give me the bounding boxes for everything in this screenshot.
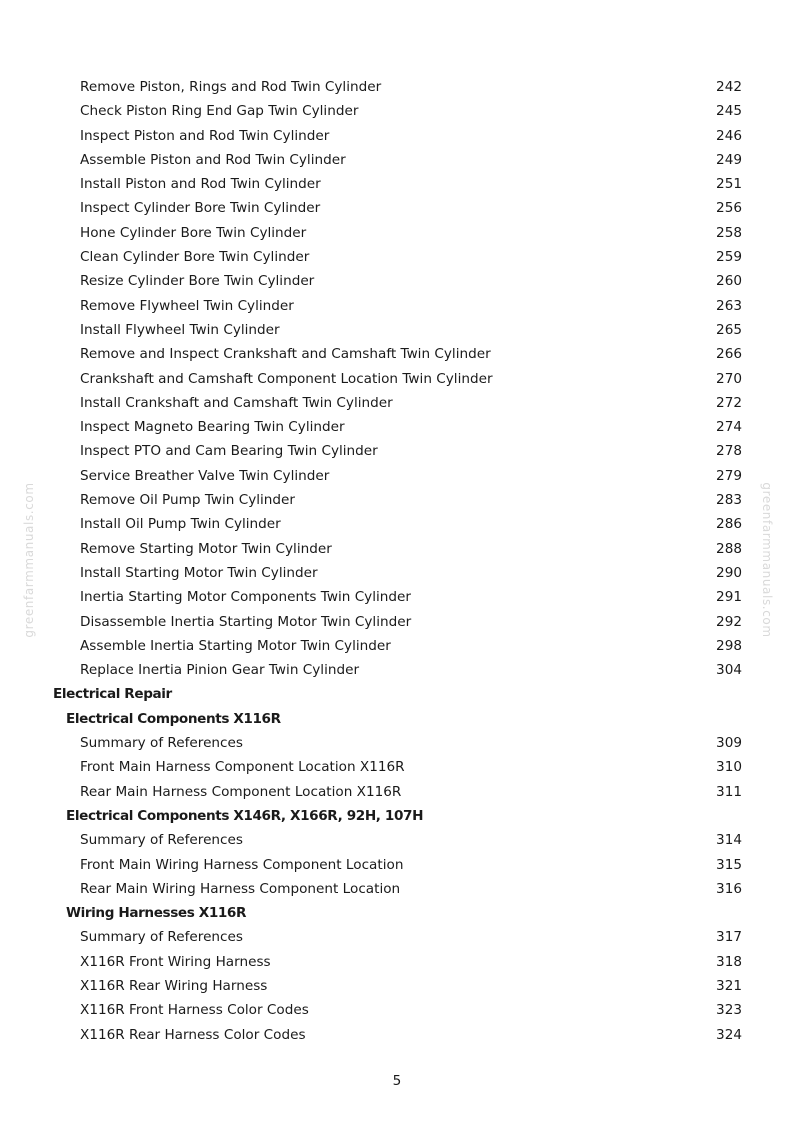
toc-entry-title: Remove Piston, Rings and Rod Twin Cylinder xyxy=(80,79,382,95)
toc-entry-title: Assemble Piston and Rod Twin Cylinder xyxy=(80,151,346,168)
toc-entry-page: 311 xyxy=(716,783,742,800)
toc-entry-title: X116R Front Wiring Harness xyxy=(80,953,271,970)
toc-entry-page: 270 xyxy=(716,370,742,387)
toc-subsection-heading[interactable] xyxy=(0,707,794,731)
toc-entry-page: 256 xyxy=(716,200,742,217)
toc-entry[interactable] xyxy=(0,196,794,220)
toc-entry-title: Remove and Inspect Crankshaft and Camshaft Twin Cylinder xyxy=(80,346,491,363)
watermark-right: greenfarmmanuals.com xyxy=(760,482,774,638)
table-of-contents xyxy=(0,75,794,1047)
page-number: 5 xyxy=(392,1073,402,1089)
toc-entry-title: Inspect Piston and Rod Twin Cylinder xyxy=(80,127,330,144)
toc-entry-page: 309 xyxy=(716,735,742,752)
toc-entry-page: 316 xyxy=(716,880,742,897)
toc-entry-title: Inspect Cylinder Bore Twin Cylinder xyxy=(80,200,321,217)
toc-entry-title: Rear Main Harness Component Location X116R xyxy=(80,783,402,800)
toc-entry-page: 249 xyxy=(716,151,742,168)
toc-entry-title: Replace Inertia Pinion Gear Twin Cylinder xyxy=(80,662,360,679)
toc-entry-title: Front Main Harness Component Location X116R xyxy=(80,759,405,776)
toc-entry-title: Install Starting Motor Twin Cylinder xyxy=(80,564,318,581)
toc-entry-page: 279 xyxy=(716,467,742,484)
toc-entry[interactable] xyxy=(0,318,794,342)
toc-entry[interactable] xyxy=(0,75,794,99)
toc-entry-title: Rear Main Wiring Harness Component Location xyxy=(80,880,401,897)
toc-entry-page: 298 xyxy=(716,637,742,654)
toc-entry[interactable] xyxy=(0,974,794,998)
toc-entry-page: 283 xyxy=(716,492,742,509)
toc-entry-title: X116R Rear Wiring Harness xyxy=(80,977,268,994)
toc-entry-title: Crankshaft and Camshaft Component Location Twin Cylinder xyxy=(80,370,493,387)
toc-entry-title: Summary of References xyxy=(80,735,243,752)
toc-entry-title: Install Flywheel Twin Cylinder xyxy=(80,321,280,338)
toc-entry[interactable] xyxy=(0,537,794,561)
toc-entry-title: Install Crankshaft and Camshaft Twin Cylinder xyxy=(80,394,393,411)
toc-entry[interactable] xyxy=(0,853,794,877)
toc-entry[interactable] xyxy=(0,124,794,148)
toc-entry[interactable] xyxy=(0,731,794,755)
toc-entry[interactable] xyxy=(0,391,794,415)
toc-entry[interactable] xyxy=(0,634,794,658)
toc-entry-page: 260 xyxy=(716,273,742,290)
toc-subsection-heading[interactable] xyxy=(0,901,794,925)
toc-entry[interactable] xyxy=(0,439,794,463)
toc-entry[interactable] xyxy=(0,148,794,172)
toc-entry-title: Wiring Harnesses X116R xyxy=(66,905,247,922)
toc-entry-title: Remove Starting Motor Twin Cylinder xyxy=(80,540,332,557)
toc-entry[interactable] xyxy=(0,294,794,318)
toc-entry-title: Hone Cylinder Bore Twin Cylinder xyxy=(80,224,307,241)
toc-entry-title: X116R Front Harness Color Codes xyxy=(80,1002,309,1019)
toc-entry-page: 318 xyxy=(716,953,742,970)
toc-entry[interactable] xyxy=(0,998,794,1022)
toc-entry-title: Summary of References xyxy=(80,832,243,849)
toc-entry-page: 291 xyxy=(716,589,742,606)
toc-entry-page: 266 xyxy=(716,346,742,363)
toc-entry-title: Clean Cylinder Bore Twin Cylinder xyxy=(80,249,310,266)
toc-entry[interactable] xyxy=(0,367,794,391)
toc-entry-title: Remove Flywheel Twin Cylinder xyxy=(80,297,294,314)
toc-entry[interactable] xyxy=(0,925,794,949)
toc-entry-page: 310 xyxy=(716,759,742,776)
toc-entry-title: Service Breather Valve Twin Cylinder xyxy=(80,467,330,484)
toc-entry-page: 274 xyxy=(716,419,742,436)
toc-entry-page: 242 xyxy=(716,79,742,95)
toc-entry-title: Inspect Magneto Bearing Twin Cylinder xyxy=(80,419,345,436)
toc-entry-page: 288 xyxy=(716,540,742,557)
toc-entry-page: 245 xyxy=(716,103,742,120)
toc-entry-page: 286 xyxy=(716,516,742,533)
toc-entry-page: 321 xyxy=(716,977,742,994)
toc-entry-title: Install Piston and Rod Twin Cylinder xyxy=(80,176,321,193)
toc-entry-page: 290 xyxy=(716,564,742,581)
toc-entry[interactable] xyxy=(0,415,794,439)
toc-entry-page: 258 xyxy=(716,224,742,241)
watermark-left: greenfarmmanuals.com xyxy=(22,482,36,638)
toc-entry-page: 317 xyxy=(716,929,742,946)
toc-entry-page: 292 xyxy=(716,613,742,630)
toc-entry-page: 304 xyxy=(716,662,742,679)
toc-entry[interactable] xyxy=(0,342,794,366)
toc-entry-title: X116R Rear Harness Color Codes xyxy=(80,1026,306,1043)
toc-entry-title: Check Piston Ring End Gap Twin Cylinder xyxy=(80,103,359,120)
toc-entry[interactable] xyxy=(0,1023,794,1047)
toc-entry[interactable] xyxy=(0,780,794,804)
toc-entry[interactable] xyxy=(0,172,794,196)
toc-entry[interactable] xyxy=(0,99,794,123)
toc-entry[interactable] xyxy=(0,245,794,269)
toc-entry-title: Disassemble Inertia Starting Motor Twin Cylinder xyxy=(80,613,412,630)
toc-entry-title: Summary of References xyxy=(80,929,243,946)
toc-entry-page: 314 xyxy=(716,832,742,849)
toc-entry-title: Remove Oil Pump Twin Cylinder xyxy=(80,492,295,509)
toc-entry[interactable] xyxy=(0,658,794,682)
toc-entry-title: Electrical Components X146R, X166R, 92H, 107H xyxy=(66,807,424,824)
toc-entry-page: 315 xyxy=(716,856,742,873)
toc-entry-page: 265 xyxy=(716,321,742,338)
toc-entry-page: 324 xyxy=(716,1026,742,1043)
toc-entry-title: Front Main Wiring Harness Component Location xyxy=(80,856,404,873)
toc-entry-page: 263 xyxy=(716,297,742,314)
toc-entry[interactable] xyxy=(0,755,794,779)
toc-entry-page: 278 xyxy=(716,443,742,460)
toc-entry[interactable] xyxy=(0,512,794,536)
toc-entry-title: Electrical Repair xyxy=(53,686,172,703)
toc-entry[interactable] xyxy=(0,561,794,585)
toc-entry-title: Inspect PTO and Cam Bearing Twin Cylinder xyxy=(80,443,378,460)
toc-entry-title: Inertia Starting Motor Components Twin Cylinder xyxy=(80,589,411,606)
toc-entry[interactable] xyxy=(0,950,794,974)
toc-entry-page: 323 xyxy=(716,1002,742,1019)
toc-entry[interactable] xyxy=(0,269,794,293)
toc-entry-page: 246 xyxy=(716,127,742,144)
toc-section-heading[interactable] xyxy=(0,682,794,706)
toc-entry-title: Resize Cylinder Bore Twin Cylinder xyxy=(80,273,315,290)
toc-entry[interactable] xyxy=(0,828,794,852)
toc-subsection-heading[interactable] xyxy=(0,804,794,828)
toc-entry-title: Electrical Components X116R xyxy=(66,710,281,727)
toc-entry[interactable] xyxy=(0,877,794,901)
toc-entry[interactable] xyxy=(0,221,794,245)
toc-entry[interactable] xyxy=(0,464,794,488)
toc-entry[interactable] xyxy=(0,585,794,609)
toc-entry-title: Install Oil Pump Twin Cylinder xyxy=(80,516,281,533)
toc-entry-page: 251 xyxy=(716,176,742,193)
toc-entry-title: Assemble Inertia Starting Motor Twin Cylinder xyxy=(80,637,391,654)
toc-entry[interactable] xyxy=(0,610,794,634)
toc-entry[interactable] xyxy=(0,488,794,512)
toc-entry-page: 272 xyxy=(716,394,742,411)
toc-entry-page: 259 xyxy=(716,249,742,266)
